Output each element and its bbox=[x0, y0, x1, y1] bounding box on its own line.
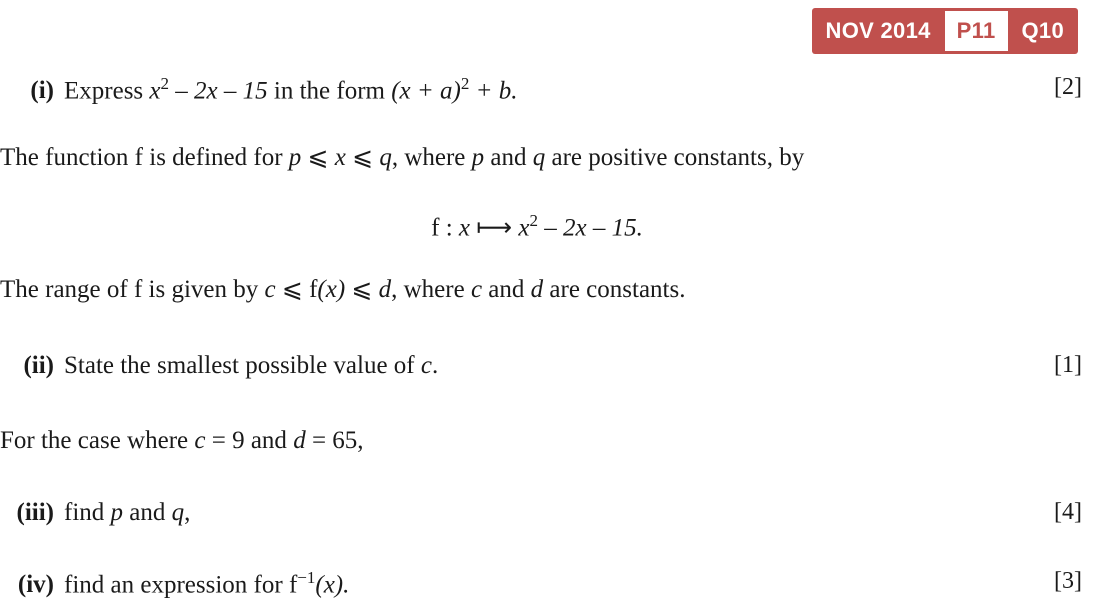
part-iv-fn-arg: (x). bbox=[315, 571, 350, 599]
question-badge bbox=[812, 8, 1078, 54]
part-ii-end: . bbox=[431, 351, 439, 379]
statement-range bbox=[0, 276, 1100, 305]
part-i-marks: [2] bbox=[1054, 74, 1082, 100]
part-iii-label: (iii) bbox=[16, 499, 54, 527]
badge-question: Q10 bbox=[1021, 18, 1064, 43]
mapping-expr-x: x bbox=[518, 214, 530, 242]
statement-case bbox=[0, 427, 1100, 456]
range-text-a: The range of f is given by bbox=[0, 275, 259, 303]
mapping-arrow: ⟼ bbox=[476, 214, 513, 242]
case-c: c bbox=[194, 427, 206, 455]
mapping-x: x bbox=[458, 214, 471, 242]
part-iv-fn: f bbox=[288, 571, 298, 599]
part-i-text-middle: in the form bbox=[273, 77, 385, 105]
definition-x: x bbox=[334, 144, 346, 172]
part-i-expr1-rest: – 2x – 15 bbox=[175, 77, 268, 105]
range-and: and bbox=[488, 275, 525, 303]
statement-definition bbox=[0, 144, 1100, 173]
mapping-expr-rest: – 2x – 15. bbox=[544, 214, 643, 242]
definition-text-b: , where bbox=[391, 144, 466, 172]
question-body bbox=[0, 64, 1100, 600]
range-text-b: , where bbox=[391, 275, 465, 303]
range-c: c bbox=[264, 275, 276, 303]
range-le-1: ⩽ bbox=[281, 275, 303, 303]
case-eq-1: = 9 and bbox=[211, 427, 287, 455]
part-iv bbox=[0, 568, 1100, 600]
part-iii-marks: [4] bbox=[1054, 499, 1082, 526]
part-iv-label: (iv) bbox=[17, 571, 54, 599]
definition-text-a: The function f is defined for bbox=[0, 144, 283, 172]
part-iii-conj: and bbox=[129, 499, 166, 527]
definition-q2: q bbox=[532, 144, 546, 172]
mapping-expr-sup: 2 bbox=[529, 210, 538, 230]
range-le-2: ⩽ bbox=[351, 275, 373, 303]
part-ii-label: (ii) bbox=[23, 351, 54, 379]
part-iv-text: find an expression for $f^{-1}(x)$. bbox=[64, 567, 350, 599]
part-i bbox=[0, 74, 1100, 106]
case-d: d bbox=[293, 427, 306, 455]
part-iv-fn-sup: −1 bbox=[297, 567, 316, 587]
range-f: f bbox=[309, 275, 318, 303]
definition-p2: p bbox=[471, 144, 485, 172]
definition-p: p bbox=[288, 144, 302, 172]
mapping-f: f : bbox=[431, 214, 453, 242]
part-i-expr2-sup: 2 bbox=[460, 74, 470, 93]
part-i-expr1-sup: 2 bbox=[160, 74, 170, 93]
part-iii bbox=[0, 499, 1100, 528]
definition-q: q bbox=[379, 144, 392, 172]
part-iii-var1: p bbox=[110, 499, 124, 527]
part-i-label: (i) bbox=[30, 77, 54, 105]
part-ii bbox=[0, 352, 1100, 381]
case-text-a: For the case where bbox=[0, 427, 189, 455]
range-text-end: are constants. bbox=[549, 275, 686, 303]
definition-text-c: are positive constants, by bbox=[551, 144, 805, 172]
part-iii-var2: q bbox=[171, 499, 185, 527]
part-i-expr1: x bbox=[149, 77, 161, 105]
definition-le-2: ⩽ bbox=[352, 144, 374, 172]
range-d: d bbox=[378, 275, 392, 303]
definition-and: and bbox=[490, 144, 527, 172]
part-iii-text: find p and q, bbox=[64, 499, 191, 527]
part-i-text: Express $x^2 - 2x - 15$ in the form $(x + a)^2 + b$. bbox=[64, 74, 518, 105]
range-c2: c bbox=[470, 275, 483, 303]
statement-mapping bbox=[0, 211, 1100, 243]
definition-le-1: ⩽ bbox=[307, 144, 329, 172]
part-i-expr2-rest: + b. bbox=[475, 77, 518, 105]
badge-paper: P11 bbox=[945, 11, 1008, 51]
part-iv-marks: [3] bbox=[1054, 567, 1082, 594]
part-i-expr2: (x + a) bbox=[391, 77, 461, 105]
range-fx: (x) bbox=[317, 275, 346, 303]
range-d2: d bbox=[530, 275, 544, 303]
part-ii-marks: [1] bbox=[1054, 351, 1082, 378]
part-ii-var: c bbox=[420, 351, 432, 379]
case-eq-2: = 65, bbox=[311, 427, 364, 455]
badge-session: NOV 2014 bbox=[825, 18, 931, 43]
part-iii-end: , bbox=[184, 499, 191, 527]
part-ii-text: State the smallest possible value of c. bbox=[64, 351, 439, 379]
